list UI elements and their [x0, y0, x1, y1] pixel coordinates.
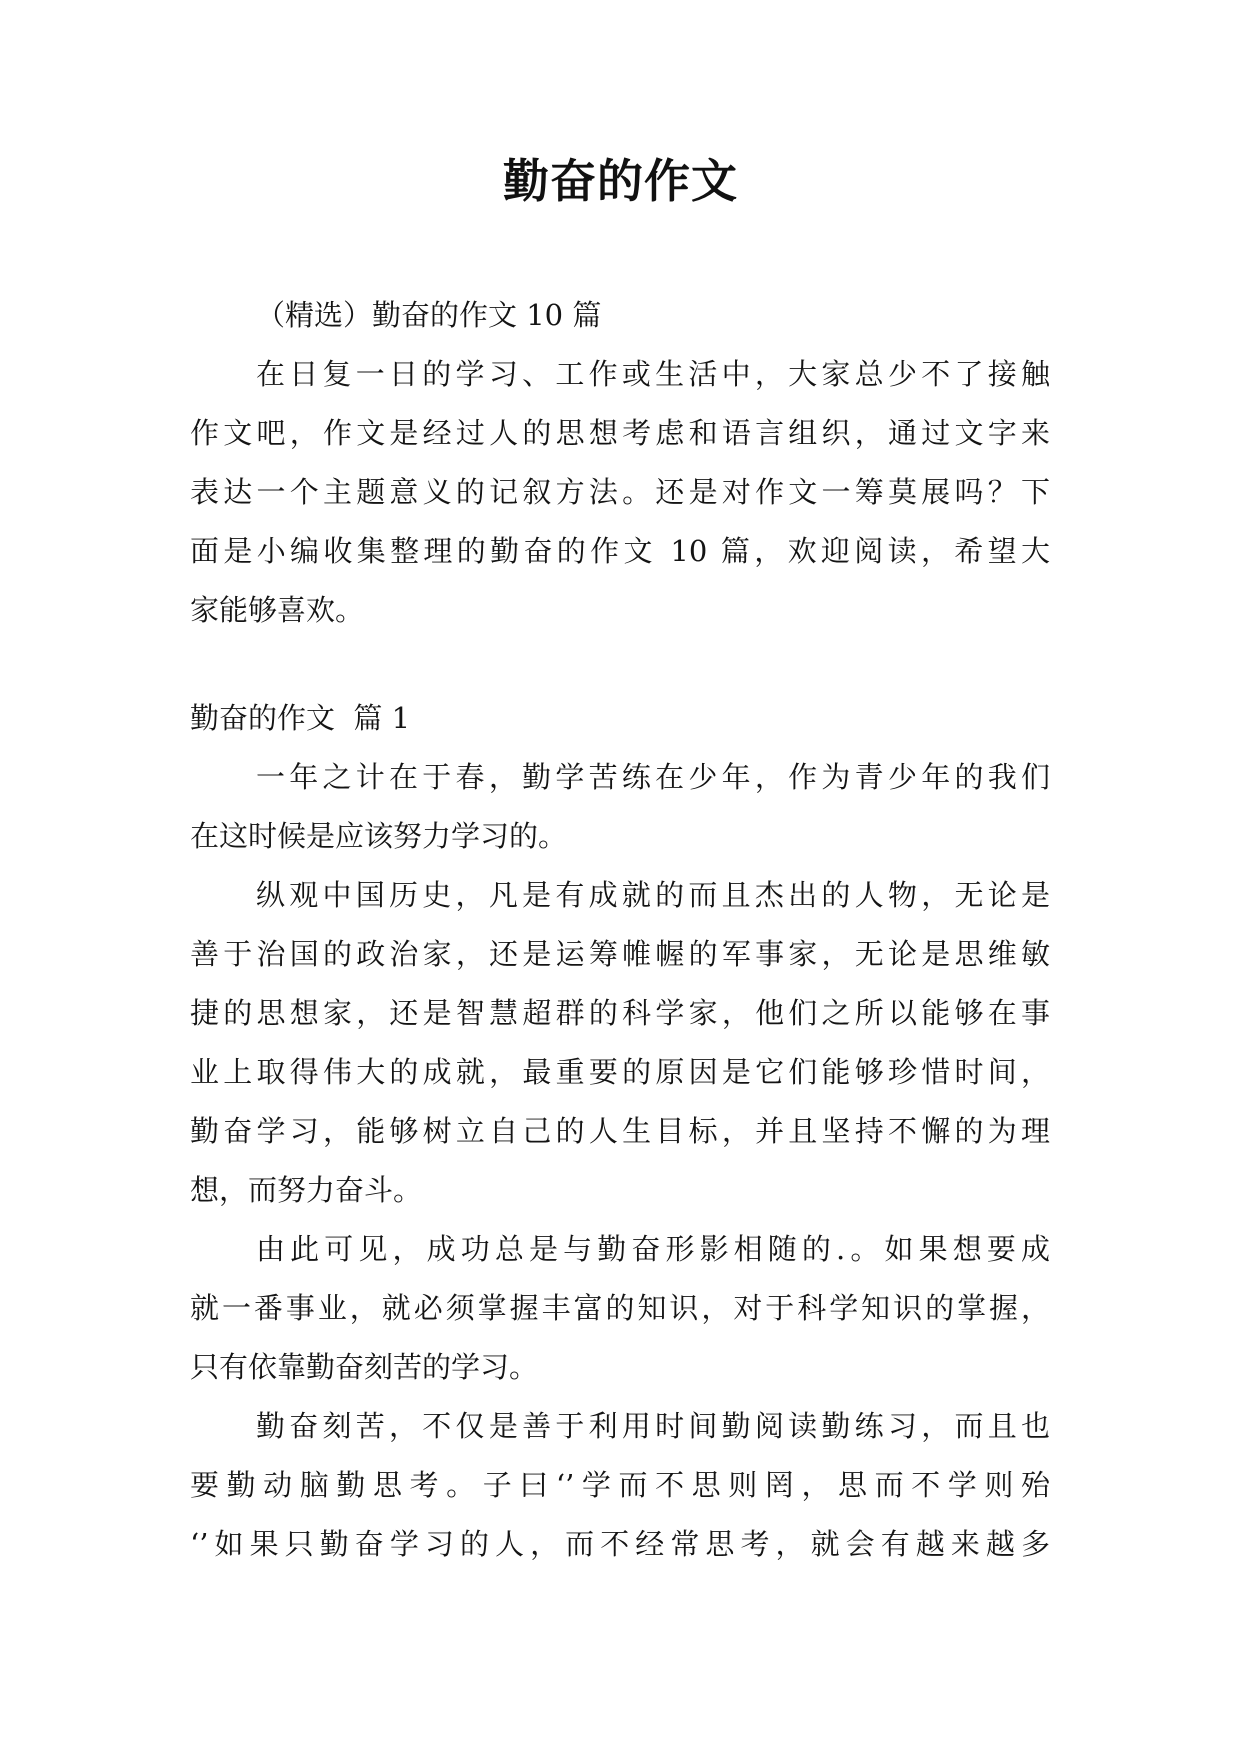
subtitle-line: （精选）勤奋的作文 10 篇: [256, 298, 602, 332]
paragraph-line: 勤奋刻苦，不仅是善于利用时间勤阅读勤练习，而且也: [256, 1409, 1050, 1443]
paragraph-line: 业上取得伟大的成就，最重要的原因是它们能够珍惜时间，: [190, 1055, 1050, 1089]
intro-paragraph: [190, 345, 1050, 640]
paragraph-line: 就一番事业，就必须掌握丰富的知识，对于科学知识的掌握，: [190, 1291, 1050, 1325]
paragraph-line: 捷的思想家，还是智慧超群的科学家，他们之所以能够在事: [190, 996, 1050, 1030]
paragraph-line: 由此可见，成功总是与勤奋形影相随的.。如果想要成: [256, 1232, 1050, 1266]
paragraph-line: 作文吧，作文是经过人的思想考虑和语言组织，通过文字来: [190, 416, 1050, 450]
paragraph-line: 勤奋学习，能够树立自己的人生目标，并且坚持不懈的为理: [190, 1114, 1050, 1148]
paragraph-line: 善于治国的政治家，还是运筹帷幄的军事家，无论是思维敏: [190, 937, 1050, 971]
paragraph-line: 在日复一日的学习、工作或生活中，大家总少不了接触: [256, 357, 1050, 391]
document-title: 勤奋的作文: [503, 154, 738, 208]
paragraph: [190, 748, 1050, 866]
paragraph-line: 想，而努力奋斗。: [190, 1173, 423, 1207]
paragraph-line: 纵观中国历史，凡是有成就的而且杰出的人物，无论是: [256, 878, 1050, 912]
paragraph-line: 只有依靠勤奋刻苦的学习。: [190, 1350, 539, 1384]
paragraph-line: 家能够喜欢。: [190, 593, 365, 627]
paragraph-line: 要勤动脑勤思考。子曰‘’学而不思则罔，思而不学则殆: [190, 1468, 1050, 1502]
paragraph: [190, 866, 1050, 1220]
section-heading: 勤奋的作文 篇 1: [190, 701, 411, 735]
document-body: [190, 286, 1050, 1574]
paragraph-line: 在这时候是应该努力学习的。: [190, 819, 568, 853]
paragraph-line: 一年之计在于春，勤学苦练在少年，作为青少年的我们: [256, 760, 1050, 794]
paragraph-line: ‘’如果只勤奋学习的人，而不经常思考，就会有越来越多: [190, 1527, 1050, 1561]
paragraph-line: 表达一个主题意义的记叙方法。还是对作文一筹莫展吗？下: [190, 475, 1050, 509]
paragraph: [190, 1397, 1050, 1574]
paragraph-line: 面是小编收集整理的勤奋的作文 10 篇，欢迎阅读，希望大: [190, 534, 1050, 568]
paragraph: [190, 1220, 1050, 1397]
